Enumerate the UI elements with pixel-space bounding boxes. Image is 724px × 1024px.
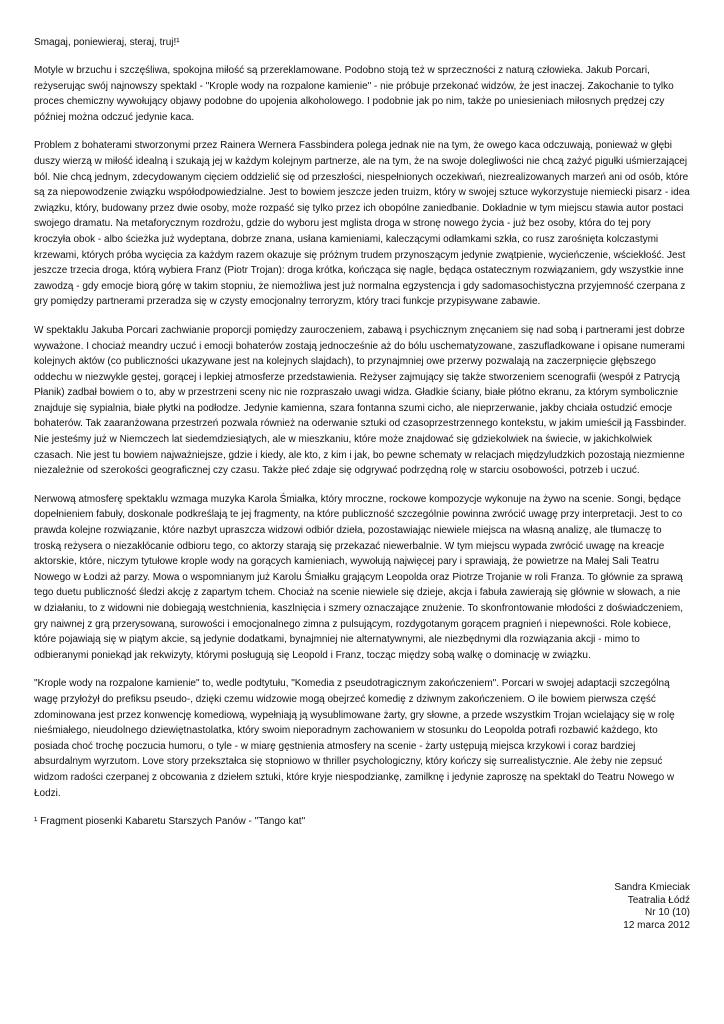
paragraph-3: W spektaklu Jakuba Porcari zachwianie proporcji pomiędzy zauroczeniem, zabawą i psychicznym znęcaniem się nad sobą i partnerami jest dobrze wyważone. I chociaż meandry uczuć i emocji bohaterów zostają jednocześnie aż do bólu uschematyzowane, zaszufladkowane i opisane numerami kolejnych aktów (co publiczności ukazywane jest na kolejnych slajdach), to przynajmniej owe przerwy pozwalają na zaczerpnięcie głębszego oddechu w niezwykle gęstej, gorącej i lepkiej atmosferze przedstawienia. Reżyser zajmujący się także stworzeniem scenografii (wespół z Patrycją Płanik) zadbał bowiem o to, aby w przestrzeni sceny nic nie rozpraszało uwagi widza. Gładkie ściany, białe płótno ekranu, za którym symbolicznie znajduje się sypialnia, białe płytki na podłodze. Jedynie kamienna, szara fontanna szumi cicho, ale nieprzerwanie, jakby chciała ostudzić emocje bohaterów. Tak zaaranżowana przestrzeń pozwala również na oderwanie sztuki od czasoprzestrzennego kontekstu, w jakim umieścił ją Fassbinder. Nie jesteśmy już w Niemczech lat siedemdziesiątych, ale w mieszkaniu, które może znajdować się gdziekolwiek na świecie, w jakichkolwiek czasach. Nie jest tu bowiem najważniejsze, gdzie i kiedy, ale kto, z kim i jak, bo pewne schematy w relacjach międzyludzkich pozostają niezmienne niezależnie od szerokości geograficznej czy czasu. Także płeć zdaje się odgrywać podrzędną rolę w starciu osobowości, potrzeb i uczuć.	[34, 324, 687, 477]
footnote: ¹ Fragment piosenki Kabaretu Starszych Panów - "Tango kat"	[34, 816, 306, 828]
publication-date: 12 marca 2012	[623, 919, 690, 931]
paragraph-1: Motyle w brzuchu i szczęśliwa, spokojna miłość są przereklamowane. Podobno stoją też w sprzeczności z naturą człowieka. Jakub Porcari, reżyserując swój najnowszy spektakl - "Krople wody na rozpalone kamienie" - nie próbuje przekonać widzów, że jest inaczej. Zakochanie to tylko proces chemiczny wywołujący objawy podobne do upojenia alkoholowego. I podobnie jak po nim, także po uniesieniach miłosnych prędzej czy później można odczuć jedynie kaca.	[34, 65, 674, 123]
article-heading: Smagaj, poniewieraj, steraj, truj!¹	[34, 37, 180, 48]
author-name: Sandra Kmieciak	[614, 882, 690, 893]
paragraph-2: Problem z bohaterami stworzonymi przez Rainera Wernera Fassbindera polega jednak nie na tym, że owego kaca odczuwają, ponieważ w głębi duszy wierzą w miłość idealną i szukają jej w każdym kolejnym partnerze, ale na tym, że na swoje dolegliwości nie chcą zażyć pigułki uśmierzającej ból. Nie chcą jednym, zdecydowanym cięciem oddzielić się od przeszłości, niespełnionych oczekiwań, niezrealizowanych marzeń ani od osób, które są za niepowodzenie związku współodpowiedzialne. Jest to bowiem jeszcze jeden truizm, który w swojej sztuce wykorzystuje niemiecki pisarz - idea związku, który, budowany przez dwie osoby, może rozpaść się tylko przez ich obopólne zaniedbanie. Dokładnie w tym miejscu stawia autor postaci swojego dramatu. Na metaforycznym rozdrożu, gdzie do wyboru jest mglista droga w stronę nowego życia - już bez osoby, która do tej pory kroczyła obok - albo ścieżka już wydeptana, dobrze znana, usłana kamieniami, kaleczącymi odłamkami szkła, co rusz zarośnięta kolczastymi krzewami, których próba wycięcia za każdym razem okazuje się próżnym trudem przynoszącym jedynie zwątpienie, wycieńczenie, wściekłość. Jest jeszcze trzecia droga, którą wybiera Franz (Piotr Trojan): droga krótka, kończąca się nagle, będąca ostatecznym rozwiązaniem, gdy wszystkie inne zawodzą - gdy emocje biorą górę w takim stopniu, że niemożliwa jest już normalna egzystencja i gdy sadomasochistyczna przyjemność czerpana z gry pomiędzy partnerami przeradza się w czysty emocjonalny terroryzm, który traci funkcje przypisywane zabawie.	[34, 140, 690, 308]
issue-number: Nr 10 (10)	[644, 907, 690, 918]
paragraph-5: "Krople wody na rozpalone kamienie" to, wedle podtytułu, "Komedia z pseudotragicznym zakończeniem". Porcari w swojej adaptacji szczególną wagę przyłożył do prefiksu pseudo-, dzięki czemu widzowie mogą obejrzeć komedię z dziwnym zakończeniem. O ile bowiem pierwsza część zdominowana jest przez konwencję komediową, wypełniają ją wysublimowane żarty, gry słowne, a przede wszystkim Trojan wcielający się w rolę nieśmiałego, nieudolnego dziewiętnastolatka, który swoim nieporadnym zachowaniem w stosunku do Leopolda potrafi rozbawić każdego, kto posiada choć trochę poczucia humoru, o tyle - w miarę gęstnienia atmosfery na scenie - żarty ustępują miejsca krzykowi i coraz bardziej absurdalnym wyrzutom. Love story przekształca się stopniowo w thriller psychologiczny, który kończy się surrealistycznie. Ale żeby nie zepsuć widzom radości czerpanej z obcowania z dziełem sztuki, które kryje niespodziankę, zamilknę i jedynie zaproszę na spektakl do Teatru Nowego w Łodzi.	[34, 678, 675, 799]
publication-name: Teatralia Łódź	[627, 894, 690, 906]
paragraph-4: Nerwową atmosferę spektaklu wzmaga muzyka Karola Śmiałka, który mroczne, rockowe kompozycje wykonuje na żywo na scenie. Songi, będące dopełnieniem fabuły, doskonale podkreślają te jej fragmenty, na które publiczność szczególnie powinna zwrócić uwagę przy interpretacji. Jest to co prawda kolejne rozwiązanie, które nazbyt upraszcza widzowi odbiór dzieła, pozostawiając niewiele miejsca na własną analizę, ale tłumaczę to troską reżysera o niezakłócanie odbioru tego, co aktorzy starają się przekazać niewerbalnie. W tym miejscu wypada zwrócić uwagę na kreacje aktorskie, które, niczym tytułowe krople wody na gorących kamieniach, wywołują najwięcej pary i sprawiają, że powietrze na Małej Sali Teatru Nowego w Łodzi aż parzy. Mowa o wspomnianym już Karolu Śmiałku grającym Leopolda oraz Piotrze Trojanie w roli Franza. To głównie za sprawą tego duetu publiczność śledzi akcję z zapartym tchem. Chociaż na scenie niewiele się dzieje, akcja i fabuła zawierają się głównie w słowach, a nie w działaniu, to z widowni nie dobiegają westchnienia, kaszlnięcia i szmery oznaczające znużenie. To skonfrontowanie młodości z doświadczeniem, gry naiwnej z grą przerysowaną, surowości i emocjonalnego zimna z pulsującym, rozdygotanym gorącem pragnień i niepewności. Role kobiece, które pojawiają się w piątym akcie, są jedynie dodatkami, bynajmniej nie alternatywnymi, ale niezbędnymi dla rozwiązania akcji - mimo to odbieranymi poniekąd jak rekwizyty, którymi posługują się Leopold i Franz, tocząc między sobą walkę o dominację w związku.	[34, 493, 684, 661]
signature-block	[614, 882, 690, 932]
